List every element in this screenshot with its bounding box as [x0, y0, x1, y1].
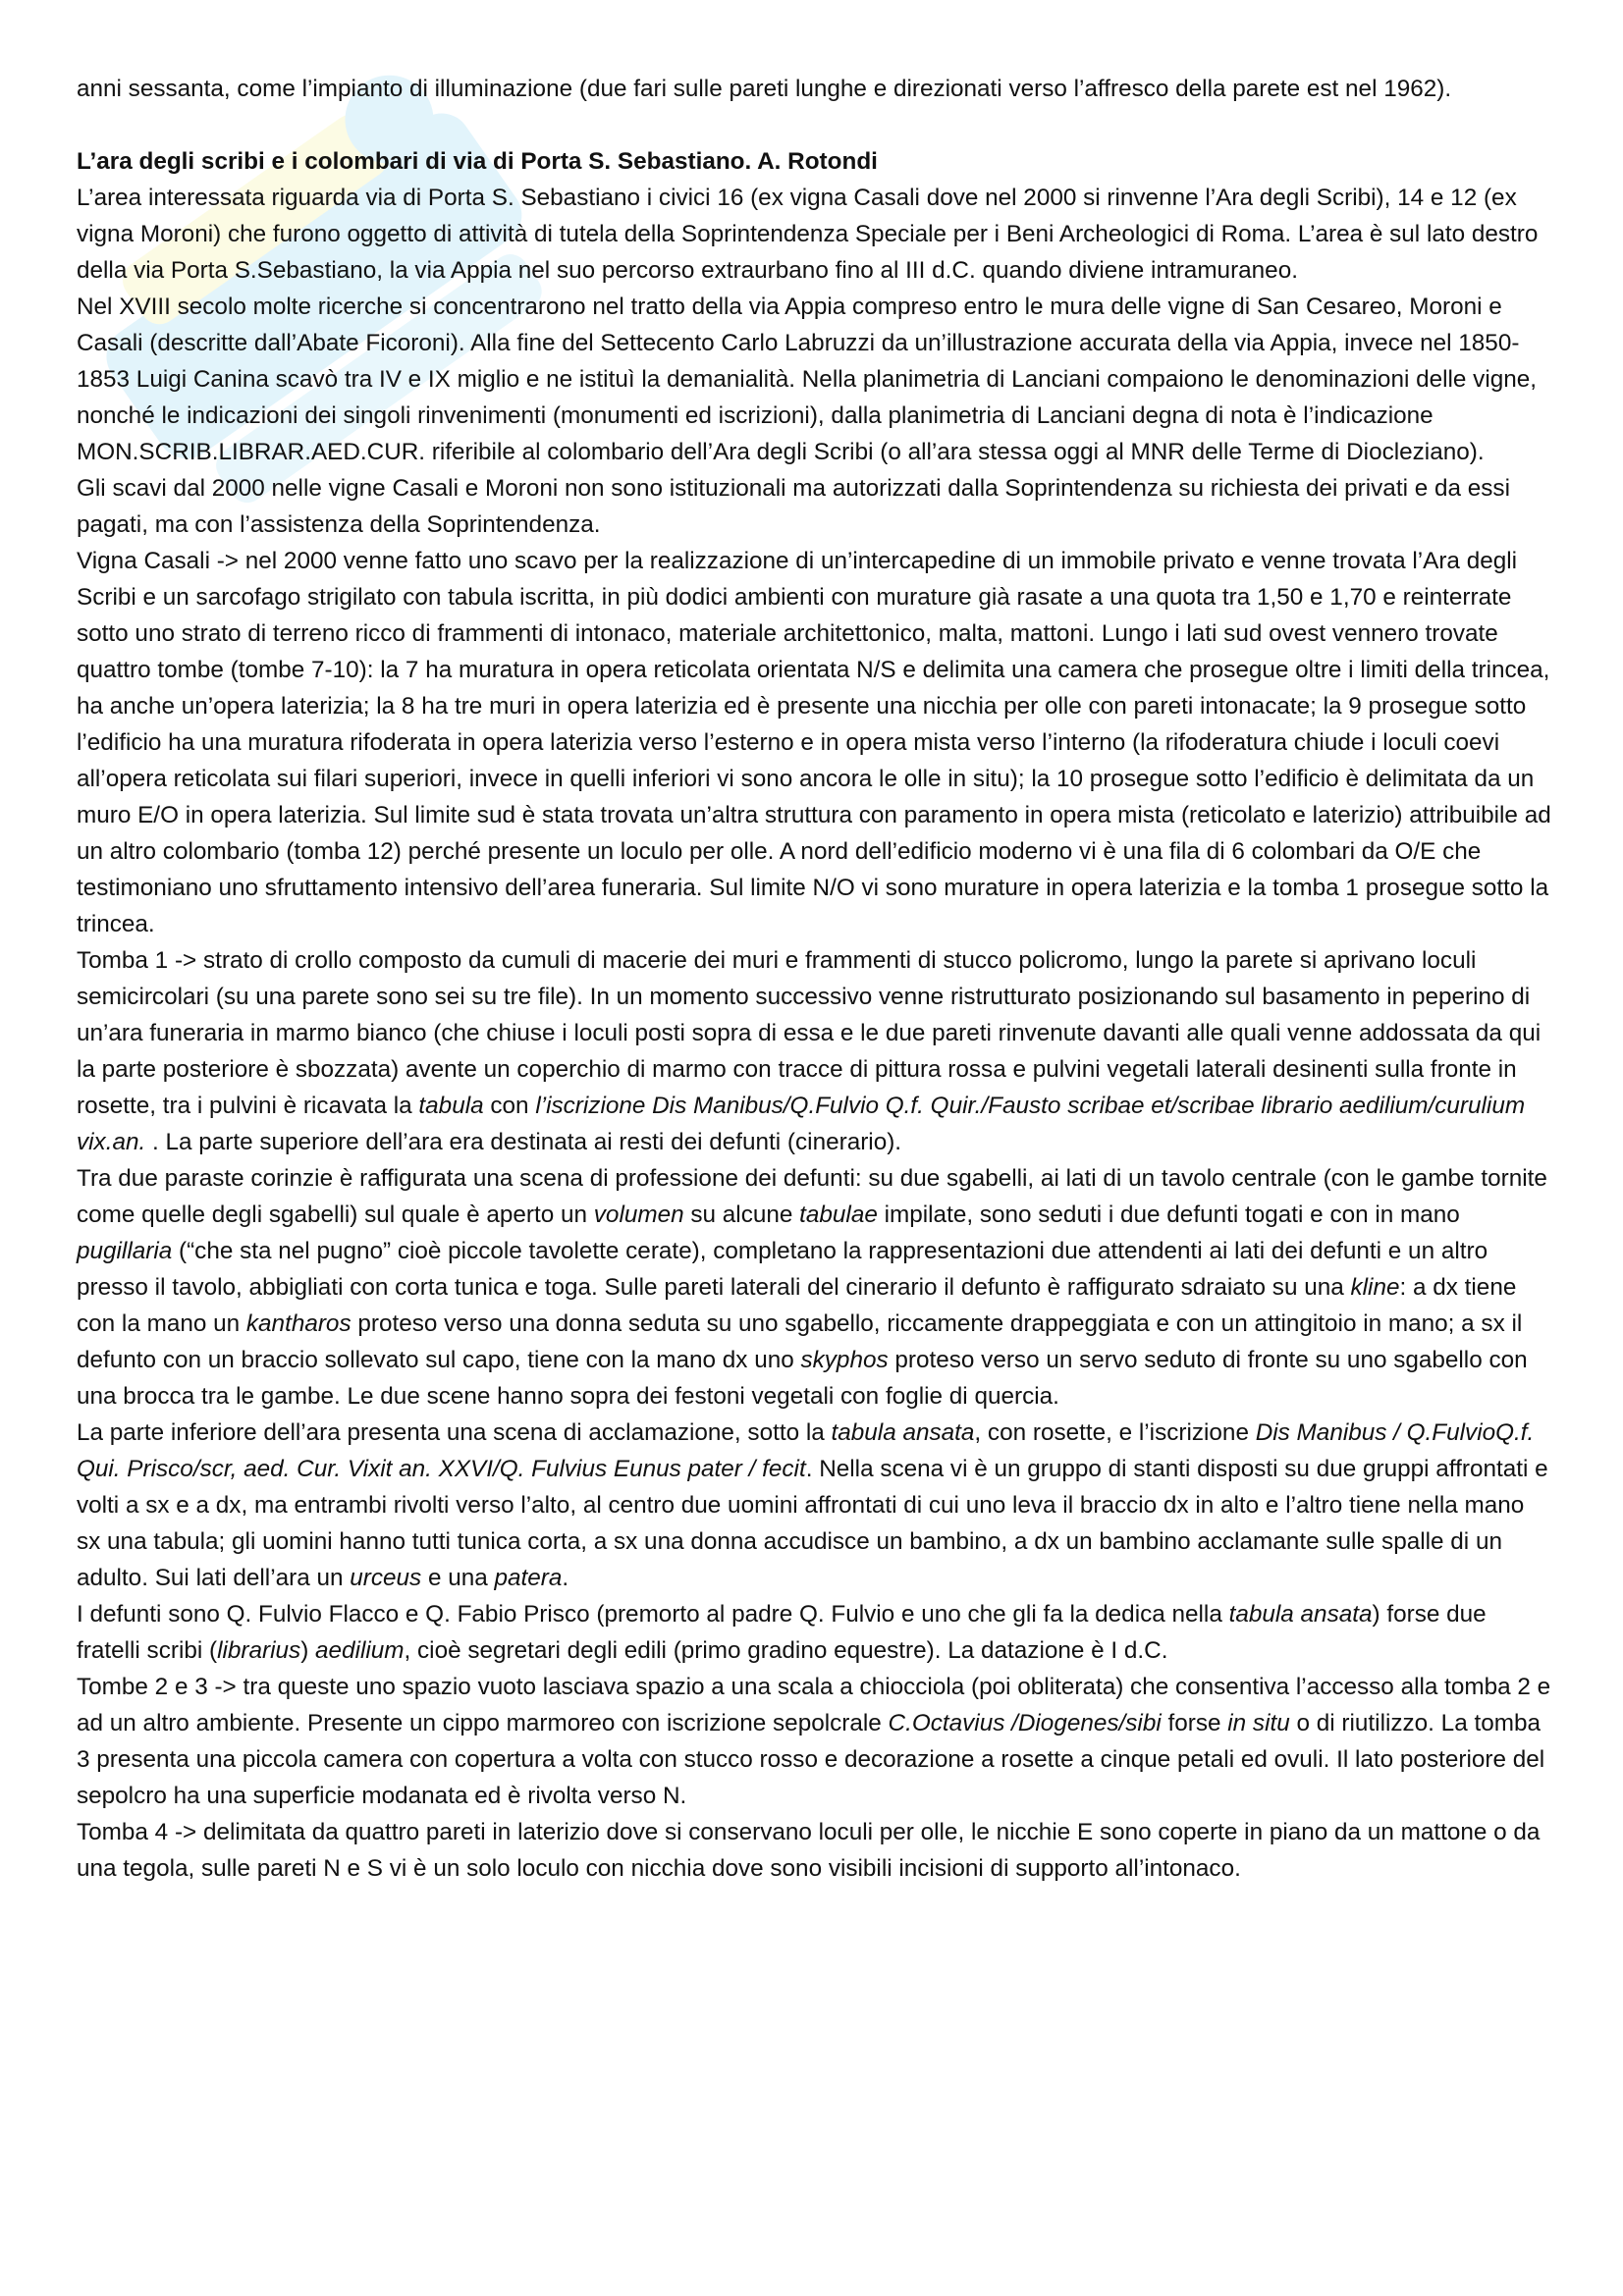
paragraph-tomba-4: Tomba 4 -> delimitata da quattro pareti in laterizio dove si conservano loculi per olle, le nicchie E sono coperte in piano da un mattone o da una tegola, sulle pareti N e S vi è un solo loculo con nicchia dove sono visibili incisioni di supporto all’intonaco. — [77, 1819, 1541, 1882]
paragraph-acclamation: La parte inferiore dell’ara presenta una scena di acclamazione, sotto la tabula ansata, con rosette, e l’iscrizione Dis Manibus / Q.FulvioQ.f. Qui. Prisco/scr, aed. Cur. Vixit an. XXVI/Q. Fulvius Eunus pater / fecit. Nella scena vi è un gruppo di stanti disposti su due gruppi affrontati e volti a sx e a dx, ma entrambi rivolti verso l’alto, al centro due uomini affrontati di cui uno leva il braccio dx in alto e l’altro tiene nella mano sx una tabula; gli uomini hanno tutti tunica corta, a sx una donna accudisce un bambino, a dx un bambino acclamante sulle spalle di un adulto. Sui lati dell’ara un urceus e una patera. — [77, 1419, 1548, 1591]
paragraph-tombe-2-3: Tombe 2 e 3 -> tra queste uno spazio vuoto lasciava spazio a una scala a chiocciola (poi obliterata) che consentiva l’accesso alla tomba 2 e ad un altro ambiente. Presente un cippo marmoreo con iscrizione sepolcrale C.Octavius /Diogenes/sibi forse in situ o di riutilizzo. La tomba 3 presenta una piccola camera con copertura a volta con stucco rosso e decorazione a rosette a cinque petali ed ovuli. Il lato posteriore del sepolcro ha una superficie modanata ed è rivolta verso N. — [77, 1674, 1551, 1809]
paragraph-vigna-casali: Vigna Casali -> nel 2000 venne fatto uno scavo per la realizzazione di un’intercapedine di un immobile privato e venne trovata l’Ara degli Scribi e un sarcofago strigilato con tabula iscritta, in più dodici ambienti con murature già rasate a una quota tra 1,50 e 1,70 e reinterrate sotto uno strato di terreno ricco di frammenti di intonaco, materiale architettonico, malta, mattoni. Lungo i lati sud ovest vennero trovate quattro tombe (tombe 7-10): la 7 ha muratura in opera reticolata orientata N/S e delimita una camera che prosegue oltre i limiti della trincea, ha anche un’opera laterizia; la 8 ha tre muri in opera laterizia ed è presente una nicchia per olle con pareti intonacate; la 9 prosegue sotto l’edificio ha una muratura rifoderata in opera laterizia verso l’esterno e in opera mista verso l’interno (la rifoderatura chiude i loculi coevi all’opera reticolata sui filari superiori, invece in quelli inferiori vi sono ancora le olle in situ); la 10 prosegue sotto l’edificio è delimitata da un muro E/O in opera laterizia. Sul limite sud è stata trovata un’altra struttura con paramento in opera mista (reticolato e laterizio) attribuibile ad un altro colombario (tomba 12) perché presente un loculo per olle. A nord dell’edificio moderno vi è una fila di 6 colombari da O/E che testimoniano uno sfruttamento intensivo dell’area funeraria. Sul limite N/O vi sono murature in opera laterizia e la tomba 1 prosegue sotto la trincea. — [77, 548, 1551, 937]
paragraph-history: Nel XVIII secolo molte ricerche si concentrarono nel tratto della via Appia compreso entro le mura delle vigne di San Cesareo, Moroni e Casali (descritte dall’Abate Ficoroni). Alla fine del Settecento Carlo Labruzzi da un’illustrazione accurata della via Appia, invece nel 1850-1853 Luigi Canina scavò tra IV e IX miglio e ne istituì la demanialità. Nella planimetria di Lanciani compaiono le denominazioni delle vigne, nonché le indicazioni dei singoli rinvenimenti (monumenti ed iscrizioni), dalla planimetria di Lanciani degna di nota è l’indicazione MON.SCRIB.LIBRAR.AED.CUR. riferibile al colombario dell’Ara degli Scribi (o all’ara stessa oggi al MNR delle Terme di Diocleziano). — [77, 294, 1538, 465]
paragraph-excavations: Gli scavi dal 2000 nelle vigne Casali e Moroni non sono istituzionali ma autorizzati dalla Soprintendenza su richiesta dei privati e da essi pagati, ma con l’assistenza della Soprintendenza. — [77, 475, 1510, 538]
document-body — [77, 71, 1554, 1887]
paragraph-intro-continuation: anni sessanta, come l’impianto di illuminazione (due fari sulle pareti lunghe e direzionati verso l’affresco della parete est nel 1962). — [77, 76, 1452, 102]
paragraph-tomba-1: Tomba 1 -> strato di crollo composto da cumuli di macerie dei muri e frammenti di stucco policromo, lungo la parete si aprivano loculi semicircolari (su una parete sono sei su tre file). In un momento successivo venne ristrutturato posizionando sul basamento in peperino di un’ara funeraria in marmo bianco (che chiuse i loculi posti sopra di essa e le due pareti rinvenute davanti alle quali venne addossata da qui la parte posteriore è sbozzata) avente un coperchio di marmo con tracce di pittura rossa e pulvini vegetali laterali desinenti sulla fronte in rosette, tra i pulvini è ricavata la tabula con l’iscrizione Dis Manibus/Q.Fulvio Q.f. Quir./Fausto scribae et/scribae librario aedilium/curulium vix.an. . La parte superiore dell’ara era destinata ai resti dei defunti (cinerario). — [77, 947, 1542, 1155]
section-heading: L’ara degli scribi e i colombari di via di Porta S. Sebastiano. A. Rotondi — [77, 148, 878, 175]
paragraph-area: L’area interessata riguarda via di Porta S. Sebastiano i civici 16 (ex vigna Casali dove nel 2000 si rinvenne l’Ara degli Scribi), 14 e 12 (ex vigna Moroni) che furono oggetto di attività di tutela della Soprintendenza Speciale per i Beni Archeologici di Roma. L’area è sul lato destro della via Porta S.Sebastiano, la via Appia nel suo percorso extraurbano fino al III d.C. quando diviene intramuraneo. — [77, 185, 1539, 284]
paragraph-scene-profession: Tra due paraste corinzie è raffigurata una scena di professione dei defunti: su due sgabelli, ai lati di un tavolo centrale (con le gambe tornite come quelle degli sgabelli) sul quale è aperto un volumen su alcune tabulae impilate, sono seduti i due defunti togati e con in mano pugillaria (“che sta nel pugno” cioè piccole tavolette cerate), completano la rappresentazioni due attendenti ai lati dei defunti e un altro presso il tavolo, abbigliati con corta tunica e toga. Sulle pareti laterali del cinerario il defunto è raffigurato sdraiato su una kline: a dx tiene con la mano un kantharos proteso verso una donna seduta su uno sgabello, riccamente drappeggiata e con un attingitoio in mano; a sx il defunto con un braccio sollevato sul capo, tiene con la mano dx uno skyphos proteso verso un servo seduto di fronte su uno sgabello con una brocca tra le gambe. Le due scene hanno sopra dei festoni vegetali con foglie di quercia. — [77, 1165, 1547, 1410]
paragraph-defunti: I defunti sono Q. Fulvio Flacco e Q. Fabio Prisco (premorto al padre Q. Fulvio e uno che gli fa la dedica nella tabula ansata) forse due fratelli scribi (librarius) aedilium, cioè segretari degli edili (primo gradino equestre). La datazione è I d.C. — [77, 1601, 1487, 1664]
